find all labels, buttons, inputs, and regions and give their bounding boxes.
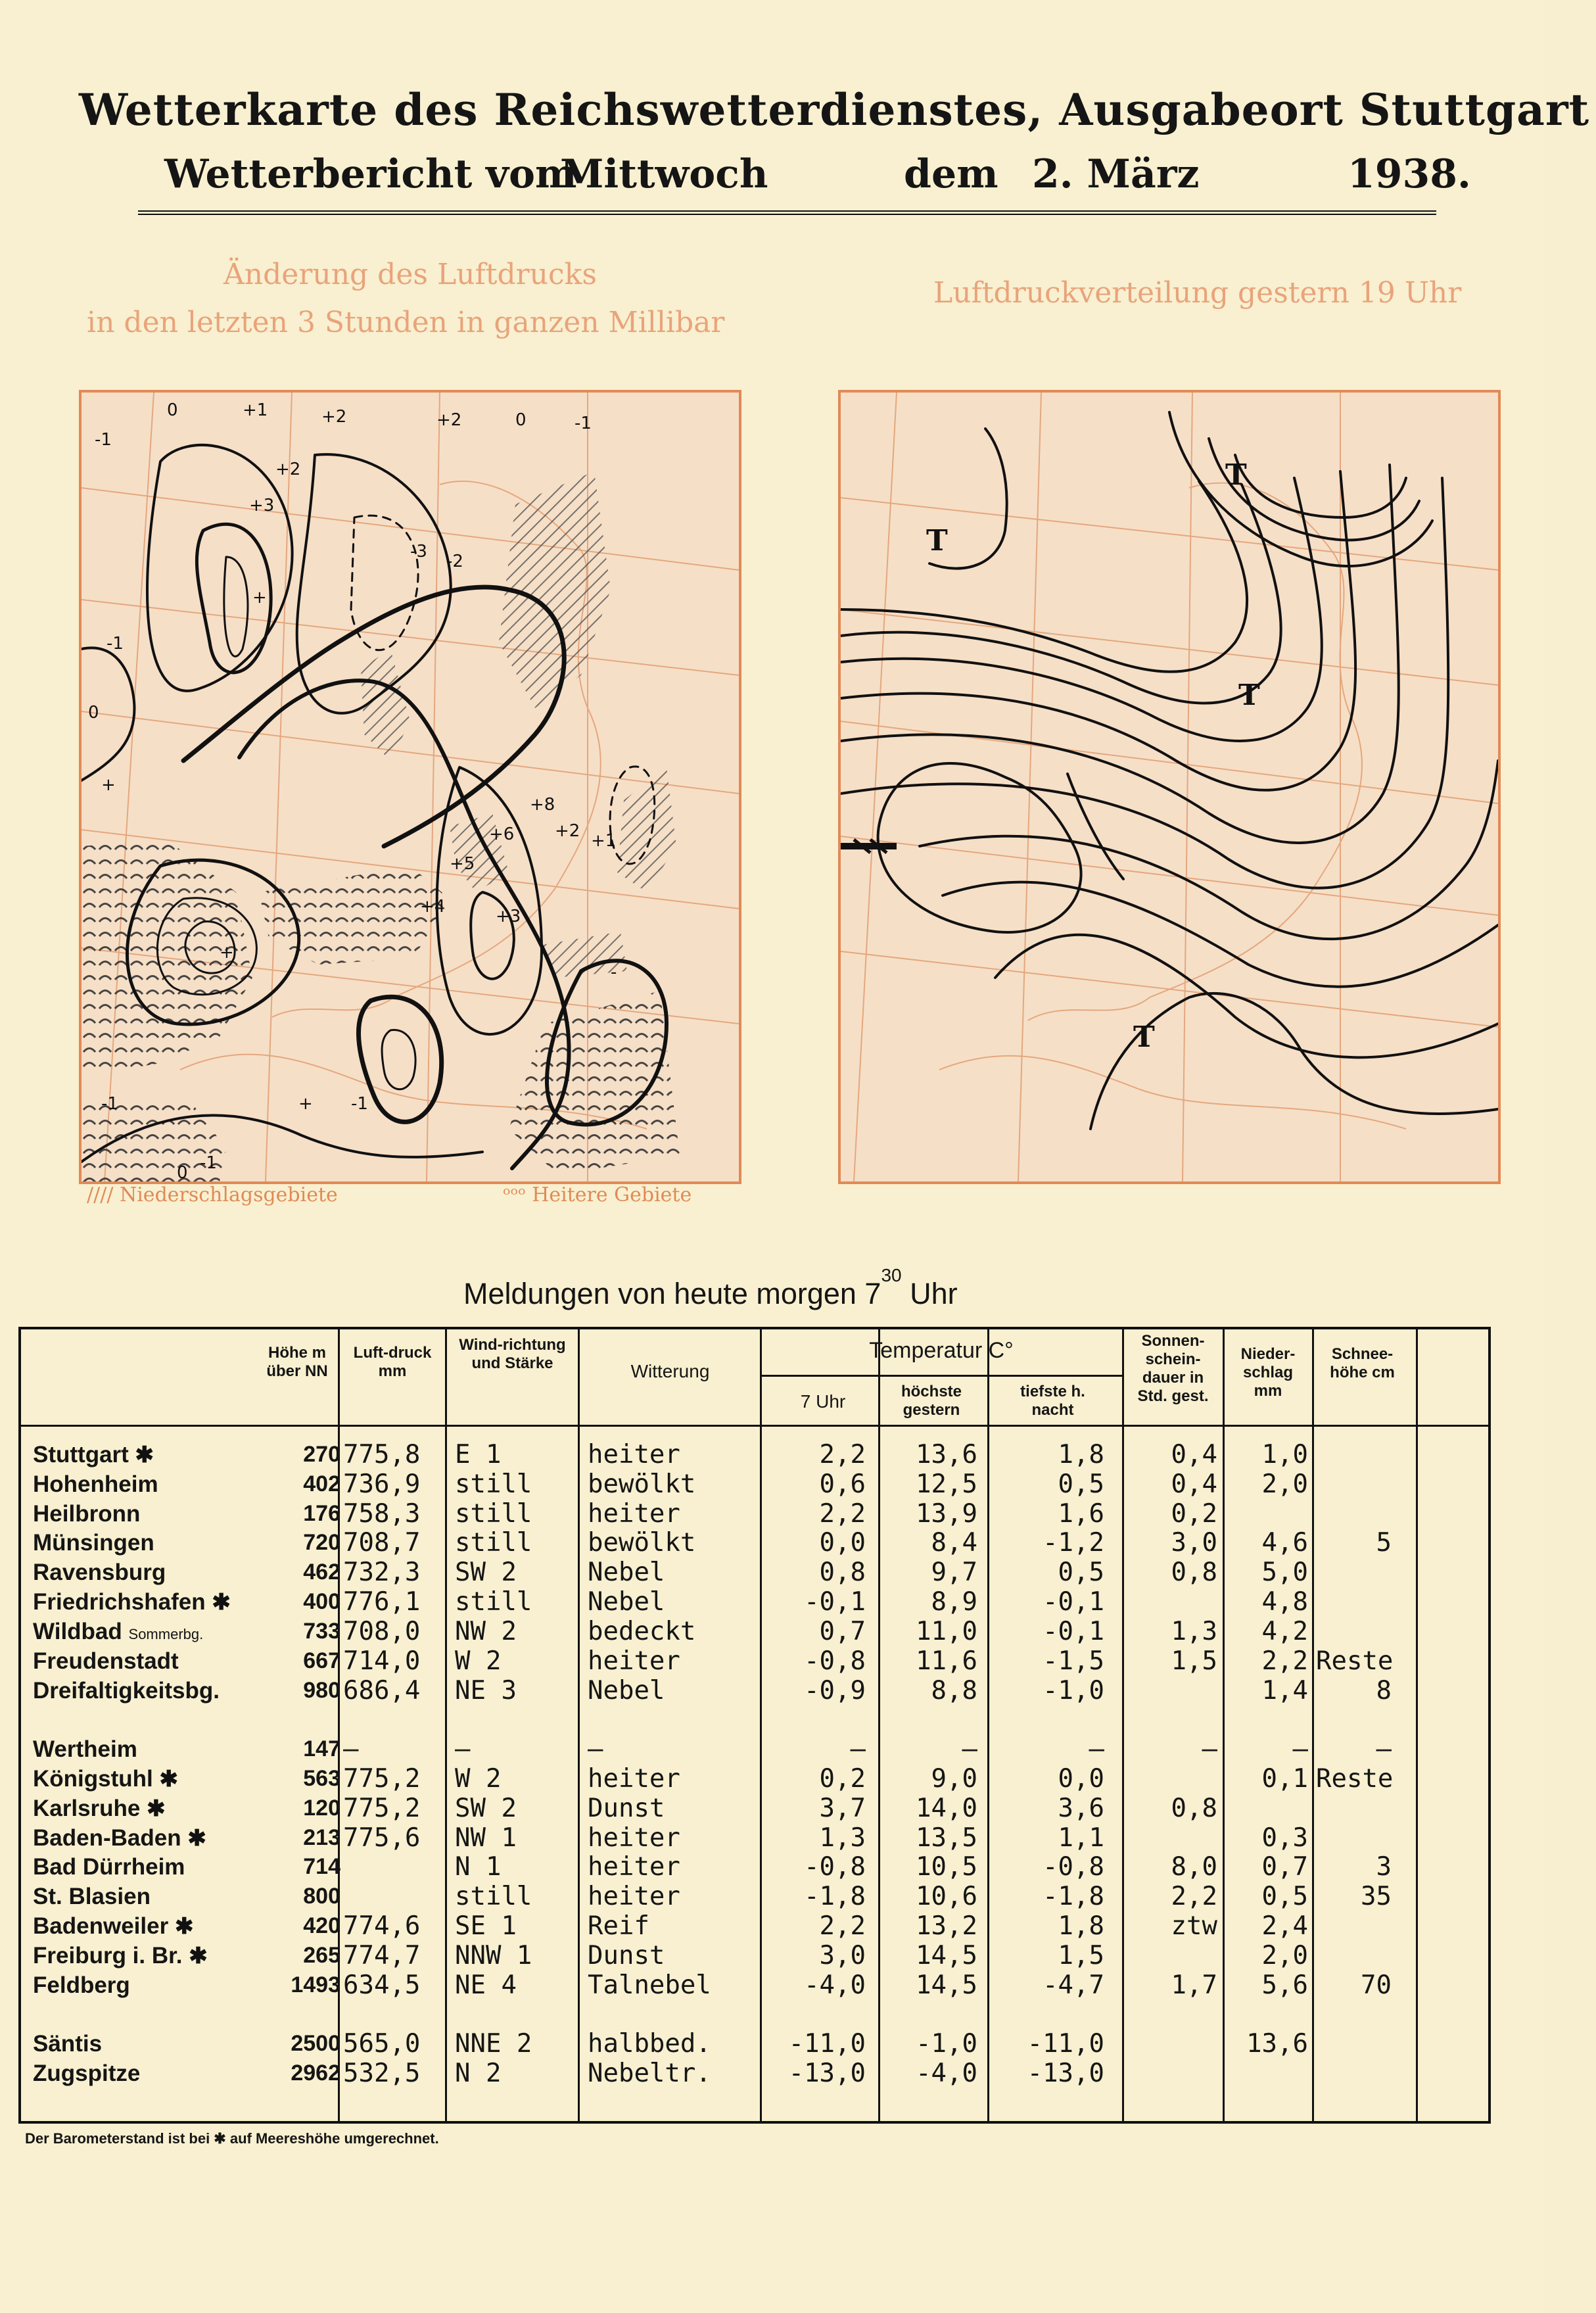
temp-7-value: 2,2	[819, 1440, 866, 1469]
svg-text:+: +	[298, 1094, 313, 1114]
temp-low-value: 1,6	[1058, 1499, 1104, 1529]
station-height: 800	[303, 1884, 340, 1909]
date-prefix: Wetterbericht vom	[164, 151, 577, 197]
svg-text:+: +	[220, 943, 234, 963]
height-header: Höhe m über NN	[266, 1344, 328, 1380]
svg-text:-1: -1	[101, 1094, 118, 1114]
svg-text:+: +	[101, 775, 116, 795]
temp-7-value: -0,8	[804, 1852, 866, 1882]
clear-areas-legend: ᵒᵒᵒ Heitere Gebiete	[503, 1183, 692, 1206]
svg-text:+4: +4	[420, 897, 446, 917]
station-name: Heilbronn	[33, 1501, 141, 1527]
precipitation-value: 0,3	[1261, 1823, 1308, 1853]
svg-text:+1: +1	[243, 400, 268, 420]
station-name: Hohenheim	[33, 1471, 158, 1497]
pressure-value: 775,2	[343, 1794, 421, 1823]
weather-value: heiter	[588, 1499, 680, 1529]
temp-high-value: 9,7	[931, 1558, 977, 1587]
station-height: 400	[303, 1589, 340, 1614]
pressure-change-map	[79, 390, 741, 1184]
table-row	[21, 1794, 1488, 1823]
weather-value: heiter	[588, 1823, 680, 1853]
table-row	[21, 2029, 1488, 2059]
svg-text:+8: +8	[530, 795, 555, 815]
station-name: Königstuhl ✱	[33, 1766, 178, 1792]
temp-low-value: -1,8	[1043, 1882, 1104, 1911]
temp-high-value: 10,6	[916, 1882, 977, 1911]
temperature-header: Temperatur C°	[869, 1338, 1014, 1363]
temperature-high-header: höchste gestern	[901, 1383, 962, 1419]
temp-7-value: 3,7	[819, 1794, 866, 1823]
svg-text:-2: -2	[446, 552, 463, 571]
temp-low-value: -11,0	[1027, 2029, 1104, 2059]
table-row	[21, 1941, 1488, 1970]
station-height: 1493	[291, 1972, 340, 1997]
morning-reports-title: Meldungen von heute morgen $7^{30}$ Uhr	[463, 1265, 958, 1310]
temp-low-value: -13,0	[1027, 2059, 1104, 2088]
svg-text:+2: +2	[275, 460, 301, 479]
table-row	[21, 1499, 1488, 1529]
temp-7-value: 2,2	[819, 1499, 866, 1529]
weather-value: heiter	[588, 1440, 680, 1469]
svg-text:+1: +1	[591, 831, 617, 851]
precipitation-legend: //// Niederschlagsgebiete	[87, 1183, 338, 1206]
temp-low-value: 0,0	[1058, 1764, 1104, 1794]
table-row	[21, 1646, 1488, 1676]
weather-value: bedeckt	[588, 1617, 696, 1646]
svg-text:-1: -1	[106, 634, 124, 654]
station-height: 265	[303, 1943, 340, 1968]
snow-value: 3	[1376, 1852, 1392, 1882]
wind-value: NW 1	[455, 1823, 517, 1853]
station-name: Wertheim	[33, 1736, 137, 1762]
table-row	[21, 1469, 1488, 1499]
svg-text:T: T	[1133, 1020, 1155, 1054]
temp-low-value: -1,2	[1043, 1528, 1104, 1558]
svg-text:+3: +3	[249, 496, 275, 515]
pressure-value: 532,5	[343, 2059, 421, 2088]
wind-value: still	[455, 1469, 532, 1499]
snow-value: 8	[1376, 1676, 1392, 1705]
wind-value: W 2	[455, 1764, 502, 1794]
weather-value: halbbed.	[588, 2029, 711, 2059]
temperature-7-header: 7 Uhr	[800, 1391, 846, 1412]
sunshine-value: 2,2	[1171, 1882, 1217, 1911]
temp-high-value: 8,9	[931, 1587, 977, 1617]
sunshine-value: 0,4	[1171, 1440, 1217, 1469]
temp-high-value: 14,5	[916, 1941, 977, 1970]
wind-header: Wind-richtung und Stärke	[459, 1336, 566, 1372]
temp-low-value: 0,5	[1058, 1469, 1104, 1499]
precipitation-value: 4,6	[1261, 1528, 1308, 1558]
station-height: 462	[303, 1560, 340, 1585]
temp-high-value: 11,0	[916, 1617, 977, 1646]
temp-7-value: -13,0	[788, 2059, 866, 2088]
precipitation-value: 5,6	[1261, 1970, 1308, 2000]
temp-high-value: –	[962, 1734, 977, 1764]
wind-value: still	[455, 1882, 532, 1911]
snow-value: 5	[1376, 1528, 1392, 1558]
temp-7-value: -11,0	[788, 2029, 866, 2059]
precipitation-value: 0,5	[1261, 1882, 1308, 1911]
table-row	[21, 1823, 1488, 1853]
weather-value: bewölkt	[588, 1528, 696, 1558]
station-name: Wildbad Sommerbg.	[33, 1619, 204, 1644]
temp-7-value: 0,6	[819, 1469, 866, 1499]
left-map-title-line1: Änderung des Luftdrucks	[223, 258, 597, 291]
station-name: St. Blasien	[33, 1884, 151, 1909]
temp-low-value: -0,1	[1043, 1617, 1104, 1646]
temp-high-value: 12,5	[916, 1469, 977, 1499]
footnote: Der Barometerstand ist bei ✱ auf Meereshöhe umgerechnet.	[25, 2130, 439, 2147]
left-map-title-line2: in den letzten 3 Stunden in ganzen Millibar	[87, 306, 725, 339]
station-name: Ravensburg	[33, 1560, 166, 1585]
pressure-header: Luft-druck mm	[353, 1344, 432, 1380]
table-row	[21, 1676, 1488, 1705]
svg-text:-1: -1	[351, 1094, 368, 1114]
station-height: 980	[303, 1678, 340, 1703]
weather-value: heiter	[588, 1764, 680, 1794]
svg-text:-: -	[611, 963, 617, 982]
pressure-value: 774,7	[343, 1941, 421, 1970]
snow-value: Reste	[1316, 1764, 1394, 1794]
svg-text:+: +	[252, 588, 267, 608]
pressure-value: 758,3	[343, 1499, 421, 1529]
temp-7-value: –	[850, 1734, 866, 1764]
svg-text:0: 0	[515, 410, 527, 430]
table-row	[21, 1440, 1488, 1469]
station-name: Zugspitze	[33, 2061, 141, 2086]
weekday: Mittwoch	[560, 151, 768, 197]
svg-text:+2: +2	[321, 407, 347, 427]
sunshine-value: 8,0	[1171, 1852, 1217, 1882]
right-map-title: Luftdruckverteilung gestern 19 Uhr	[933, 276, 1462, 310]
temp-7-value: 0,7	[819, 1617, 866, 1646]
temp-7-value: 1,3	[819, 1823, 866, 1853]
temp-7-value: -0,1	[804, 1587, 866, 1617]
temp-low-value: 1,1	[1058, 1823, 1104, 1853]
temp-high-value: 13,6	[916, 1440, 977, 1469]
wind-value: NE 4	[455, 1970, 517, 2000]
precipitation-value: 1,0	[1261, 1440, 1308, 1469]
sunshine-value: 3,0	[1171, 1528, 1217, 1558]
temp-high-value: -4,0	[916, 2059, 977, 2088]
temp-high-value: 10,5	[916, 1852, 977, 1882]
station-name: Baden-Baden ✱	[33, 1825, 206, 1851]
wind-value: W 2	[455, 1646, 502, 1676]
svg-text:T: T	[1238, 679, 1260, 712]
station-height: 176	[303, 1501, 340, 1526]
station-height: 720	[303, 1530, 340, 1555]
table-row	[21, 1528, 1488, 1558]
temp-high-value: -1,0	[916, 2029, 977, 2059]
temp-high-value: 14,0	[916, 1794, 977, 1823]
precipitation-value: 5,0	[1261, 1558, 1308, 1587]
station-name: Dreifaltigkeitsbg.	[33, 1678, 220, 1704]
pressure-value: 634,5	[343, 1970, 421, 2000]
station-height: 2500	[291, 2031, 340, 2056]
sunshine-value: 1,7	[1171, 1970, 1217, 2000]
station-height: 420	[303, 1913, 340, 1938]
sunshine-value: 0,4	[1171, 1469, 1217, 1499]
temp-7-value: -0,8	[804, 1646, 866, 1676]
station-height: 563	[303, 1766, 340, 1791]
temp-low-value: -1,5	[1043, 1646, 1104, 1676]
pressure-value: 736,9	[343, 1469, 421, 1499]
table-row	[21, 2059, 1488, 2088]
station-name: Karlsruhe ✱	[33, 1796, 166, 1821]
temp-7-value: 2,2	[819, 1911, 866, 1941]
svg-text:+5: +5	[450, 854, 475, 874]
svg-text:+3: +3	[496, 907, 521, 926]
svg-text:0: 0	[177, 1163, 188, 1181]
temp-high-value: 13,2	[916, 1911, 977, 1941]
weather-value: Dunst	[588, 1794, 665, 1823]
pressure-value: 776,1	[343, 1587, 421, 1617]
temp-7-value: 0,2	[819, 1764, 866, 1794]
precipitation-value: 2,0	[1261, 1941, 1308, 1970]
table-row	[21, 1882, 1488, 1911]
sunshine-value: 0,2	[1171, 1499, 1217, 1529]
temp-7-value: 3,0	[819, 1941, 866, 1970]
sunshine-value: –	[1202, 1734, 1217, 1764]
svg-text:-1: -1	[200, 1153, 217, 1173]
year-value: 1938.	[1348, 151, 1471, 197]
temp-high-value: 13,5	[916, 1823, 977, 1853]
temp-low-value: -1,0	[1043, 1676, 1104, 1705]
temp-low-value: 1,5	[1058, 1941, 1104, 1970]
weather-value: Nebel	[588, 1558, 665, 1587]
wind-value: E 1	[455, 1440, 502, 1469]
weather-value: heiter	[588, 1646, 680, 1676]
pressure-value: 775,6	[343, 1823, 421, 1853]
station-name: Säntis	[33, 2031, 103, 2057]
precipitation-value: 13,6	[1246, 2029, 1308, 2059]
wind-value: NW 2	[455, 1617, 517, 1646]
precipitation-value: 0,1	[1261, 1764, 1308, 1794]
temp-low-value: 3,6	[1058, 1794, 1104, 1823]
sunshine-value: 1,5	[1171, 1646, 1217, 1676]
table-row	[21, 1617, 1488, 1646]
weather-value: heiter	[588, 1882, 680, 1911]
pressure-value: 714,0	[343, 1646, 421, 1676]
temp-7-value: -4,0	[804, 1970, 866, 2000]
wind-value: SW 2	[455, 1794, 517, 1823]
svg-text:T: T	[926, 524, 948, 558]
wind-value: N 2	[455, 2059, 502, 2088]
station-height: 147	[303, 1736, 340, 1761]
weather-value: Dunst	[588, 1941, 665, 1970]
table-row	[21, 1734, 1488, 1764]
date-middle: dem	[904, 151, 998, 197]
temp-low-value: –	[1089, 1734, 1104, 1764]
pressure-value: 686,4	[343, 1676, 421, 1705]
temp-7-value: 0,8	[819, 1558, 866, 1587]
svg-text:+2: +2	[436, 410, 462, 430]
precipitation-value: 4,8	[1261, 1587, 1308, 1617]
table-row	[21, 1558, 1488, 1587]
snow-value: 35	[1361, 1882, 1392, 1911]
wind-value: NNW 1	[455, 1941, 532, 1970]
weather-value: Talnebel	[588, 1970, 711, 2000]
station-height: 2962	[291, 2061, 340, 2086]
table-row	[21, 1587, 1488, 1617]
station-name: Bad Dürrheim	[33, 1854, 185, 1880]
svg-text:0: 0	[167, 400, 178, 420]
temp-low-value: 1,8	[1058, 1440, 1104, 1469]
sunshine-value: ztw	[1171, 1911, 1217, 1941]
station-height: 667	[303, 1648, 340, 1673]
snow-value: 70	[1361, 1970, 1392, 2000]
precipitation-value: 2,2	[1261, 1646, 1308, 1676]
table-row	[21, 1911, 1488, 1941]
wind-value: still	[455, 1499, 532, 1529]
pressure-distribution-map-drawing	[841, 393, 1498, 1181]
wind-value: N 1	[455, 1852, 502, 1882]
temperature-low-header: tiefste h. nacht	[1020, 1383, 1085, 1419]
sunshine-header: Sonnen-schein-dauer in Std. gest.	[1137, 1332, 1209, 1405]
temp-low-value: -4,7	[1043, 1970, 1104, 2000]
pressure-value: 775,2	[343, 1764, 421, 1794]
weather-header: Witterung	[630, 1361, 710, 1381]
station-name: Freiburg i. Br. ✱	[33, 1943, 208, 1968]
station-height: 402	[303, 1471, 340, 1496]
station-height: 270	[303, 1442, 340, 1467]
wind-value: still	[455, 1528, 532, 1558]
table-row	[21, 1970, 1488, 2000]
temp-high-value: 14,5	[916, 1970, 977, 2000]
pressure-distribution-map	[838, 390, 1501, 1184]
snow-value: Reste	[1316, 1646, 1394, 1676]
report-heading	[79, 84, 1590, 135]
date-value: 2. März	[1032, 151, 1200, 197]
station-name: Badenweiler ✱	[33, 1913, 194, 1939]
station-height: 213	[303, 1825, 340, 1850]
temp-low-value: -0,1	[1043, 1587, 1104, 1617]
precipitation-value: –	[1292, 1734, 1308, 1764]
temp-high-value: 9,0	[931, 1764, 977, 1794]
svg-text:+6: +6	[489, 824, 515, 844]
weather-value: Nebeltr.	[588, 2059, 711, 2088]
precipitation-value: 2,0	[1261, 1469, 1308, 1499]
weather-value: Nebel	[588, 1676, 665, 1705]
sunshine-value: 0,8	[1171, 1558, 1217, 1587]
station-name: Feldberg	[33, 1972, 130, 1998]
main-title: Wetterkarte des Reichswetterdienstes, Ausgabeort Stuttgart	[79, 84, 1590, 135]
temp-high-value: 8,8	[931, 1676, 977, 1705]
station-height: 733	[303, 1619, 340, 1644]
temp-7-value: -1,8	[804, 1882, 866, 1911]
weather-value: heiter	[588, 1852, 680, 1882]
station-name: Friedrichshafen ✱	[33, 1589, 231, 1615]
wind-value: –	[455, 1734, 471, 1764]
temp-high-value: 8,4	[931, 1528, 977, 1558]
sunshine-value: 0,8	[1171, 1794, 1217, 1823]
weather-value: –	[588, 1734, 603, 1764]
temp-low-value: 0,5	[1058, 1558, 1104, 1587]
station-height: 714	[303, 1854, 340, 1879]
sunshine-value: 1,3	[1171, 1617, 1217, 1646]
svg-text:-3: -3	[410, 542, 427, 561]
temp-low-value: -0,8	[1043, 1852, 1104, 1882]
svg-text:0: 0	[88, 703, 99, 723]
snow-value: –	[1376, 1734, 1392, 1764]
temp-7-value: -0,9	[804, 1676, 866, 1705]
wind-value: NE 3	[455, 1676, 517, 1705]
wind-value: still	[455, 1587, 532, 1617]
pressure-value: 732,3	[343, 1558, 421, 1587]
weather-value: Nebel	[588, 1587, 665, 1617]
weather-value: Reif	[588, 1911, 649, 1941]
wind-value: SE 1	[455, 1911, 517, 1941]
precipitation-value: 2,4	[1261, 1911, 1308, 1941]
station-name: Freudenstadt	[33, 1648, 179, 1674]
svg-text:-1: -1	[95, 430, 112, 450]
date-line	[138, 150, 1471, 215]
precipitation-header: Nieder-schlag mm	[1240, 1345, 1296, 1400]
precipitation-value: 1,4	[1261, 1676, 1308, 1705]
pressure-change-map-drawing	[82, 393, 739, 1181]
station-name: Münsingen	[33, 1530, 154, 1556]
svg-text:+2: +2	[555, 821, 580, 841]
precipitation-value: 0,7	[1261, 1852, 1308, 1882]
svg-text:T: T	[1225, 458, 1247, 492]
pressure-value: –	[343, 1734, 359, 1764]
weather-value: bewölkt	[588, 1469, 696, 1499]
wind-value: NNE 2	[455, 2029, 532, 2059]
pressure-value: 708,7	[343, 1528, 421, 1558]
table-row	[21, 1764, 1488, 1794]
temp-high-value: 11,6	[916, 1646, 977, 1676]
svg-text:-1: -1	[575, 414, 592, 433]
weather-observations-table	[18, 1327, 1491, 2124]
snow-header: Schnee-höhe cm	[1330, 1345, 1395, 1381]
pressure-value: 565,0	[343, 2029, 421, 2059]
temp-7-value: 0,0	[819, 1528, 866, 1558]
wind-value: SW 2	[455, 1558, 517, 1587]
temp-high-value: 13,9	[916, 1499, 977, 1529]
pressure-value: 775,8	[343, 1440, 421, 1469]
pressure-value: 708,0	[343, 1617, 421, 1646]
pressure-value: 774,6	[343, 1911, 421, 1941]
temp-low-value: 1,8	[1058, 1911, 1104, 1941]
station-height: 120	[303, 1796, 340, 1821]
table-row	[21, 1852, 1488, 1882]
station-name: Stuttgart ✱	[33, 1442, 154, 1467]
precipitation-value: 4,2	[1261, 1617, 1308, 1646]
